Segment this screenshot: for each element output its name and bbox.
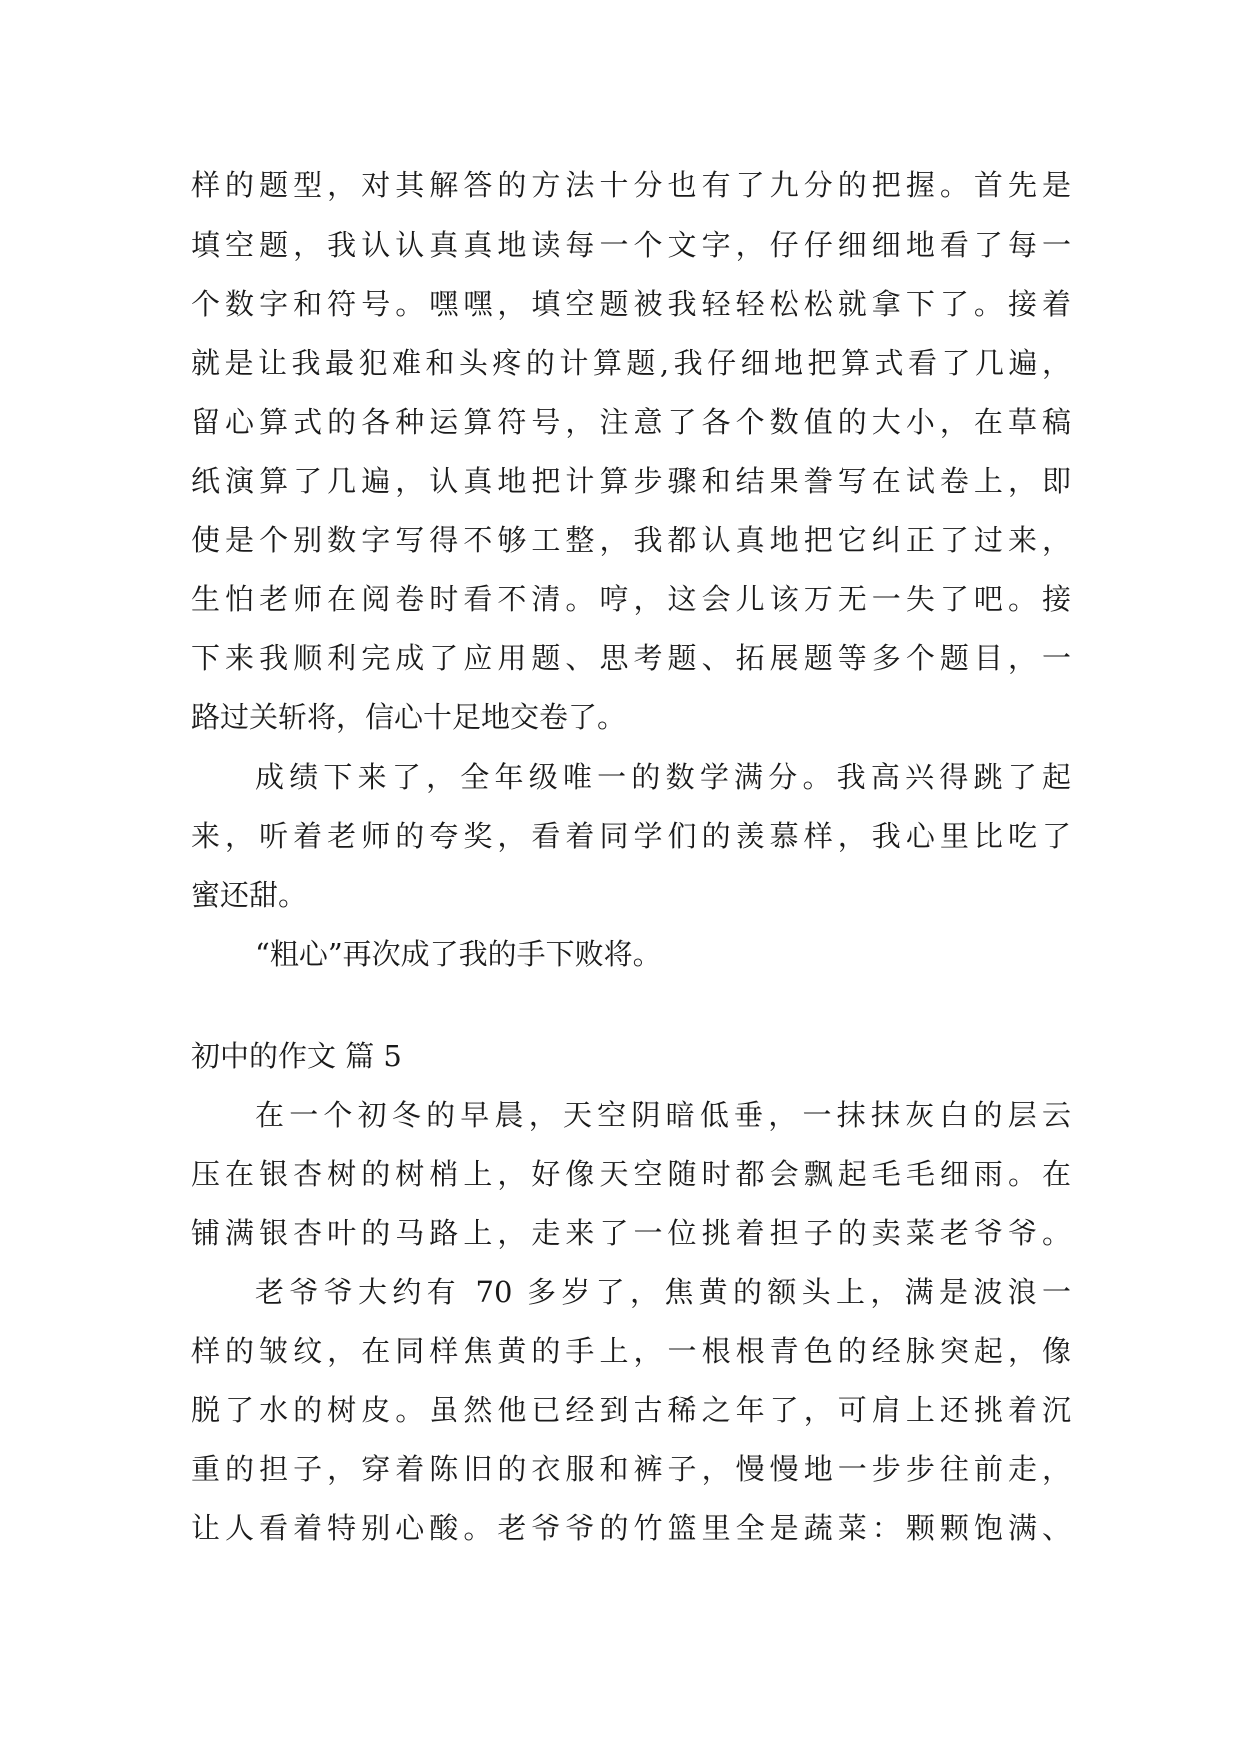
text-line: 留心算式的各种运算符号，注意了各个数值的大小，在草稿	[191, 405, 1071, 439]
text-line: 成绩下来了，全年级唯一的数学满分。我高兴得跳了起	[255, 760, 1071, 794]
text-line: 样的题型，对其解答的方法十分也有了九分的把握。首先是	[191, 168, 1071, 202]
text-line: “粗心”再次成了我的手下败将。	[255, 937, 662, 971]
text-line: 样的皱纹，在同样焦黄的手上，一根根青色的经脉突起，像	[191, 1334, 1071, 1368]
text-line: 就是让我最犯难和头疼的计算题,我仔细地把算式看了几遍，	[191, 346, 1071, 380]
text-line: 让人看着特别心酸。老爷爷的竹篮里全是蔬菜：颗颗饱满、	[191, 1511, 1071, 1545]
text-line: 来，听着老师的夸奖，看着同学们的羡慕样，我心里比吃了	[191, 819, 1071, 853]
text-line: 个数字和符号。嘿嘿，填空题被我轻轻松松就拿下了。接着	[191, 287, 1071, 321]
text-line: 下来我顺利完成了应用题、思考题、拓展题等多个题目，一	[191, 641, 1071, 675]
text-line: 铺满银杏叶的马路上，走来了一位挑着担子的卖菜老爷爷。	[191, 1216, 1071, 1250]
text-line: 蜜还甜。	[191, 878, 308, 912]
text-line: 路过关斩将，信心十足地交卷了。	[191, 700, 627, 734]
text-line: 压在银杏树的树梢上，好像天空随时都会飘起毛毛细雨。在	[191, 1157, 1071, 1191]
text-line: 使是个别数字写得不够工整，我都认真地把它纠正了过来，	[191, 523, 1071, 557]
text-line: 老爷爷大约有 70 多岁了，焦黄的额头上，满是波浪一	[255, 1275, 1071, 1309]
text-line: 重的担子，穿着陈旧的衣服和裤子，慢慢地一步步往前走，	[191, 1452, 1071, 1486]
text-line: 在一个初冬的早晨，天空阴暗低垂，一抹抹灰白的层云	[255, 1098, 1071, 1132]
text-line: 填空题，我认认真真地读每一个文字，仔仔细细地看了每一	[191, 228, 1071, 262]
text-line: 脱了水的树皮。虽然他已经到古稀之年了，可肩上还挑着沉	[191, 1393, 1071, 1427]
section-heading: 初中的作文 篇 5	[191, 1039, 402, 1073]
text-line: 纸演算了几遍，认真地把计算步骤和结果誊写在试卷上，即	[191, 464, 1071, 498]
text-line: 生怕老师在阅卷时看不清。哼，这会儿该万无一失了吧。接	[191, 582, 1071, 616]
